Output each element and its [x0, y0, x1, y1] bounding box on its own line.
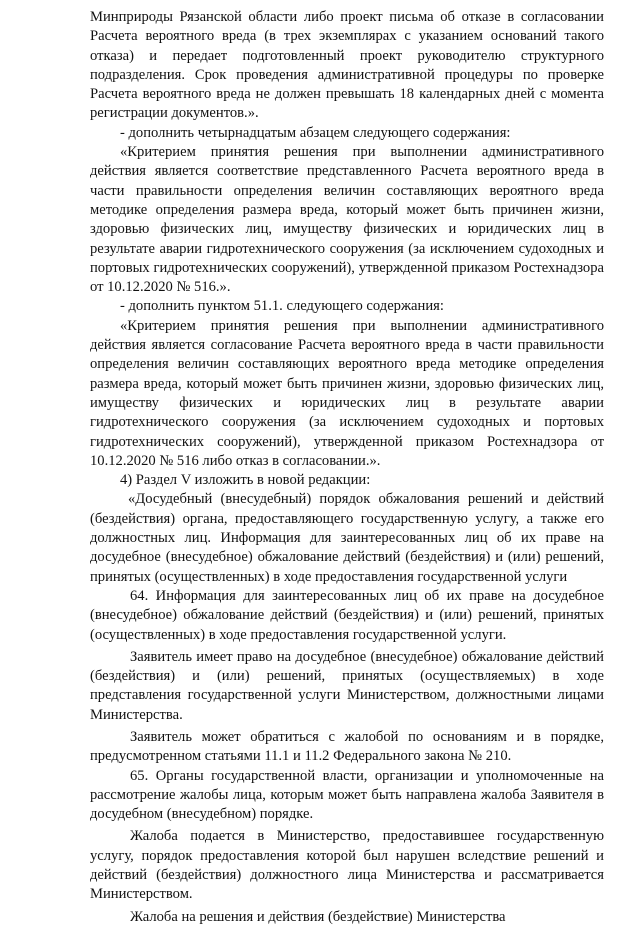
- paragraph-procedure-end: Минприроды Рязанской области либо проект письма об отказе в согласовании Расчета вероятного вреда (в трех экземплярах с указанием оснований такого отказа) и передает подготовленный проект руководителю структурного подразделения. Срок проведения административной процедуры по проверке Расчета вероятного вреда не должен превышать 18 календарных дней с момента регистрации документов.».: [90, 9, 604, 122]
- paragraph-criterion-approval: «Критерием принятия решения при выполнении административного действия является согласование Расчета вероятного вреда в части правильности определения величин составляющих вероятного вреда методике определения размера вреда, который может быть причинен жизни, здоровью физических лиц, имуществу физических и юридических лиц в результате аварии гидротехнического сооружения (за исключением судоходных и портовых гидротехнических сооружений), утвержденной приказом Ростехнадзора от 10.12.2020 № 516 либо отказ в согласовании.».: [90, 317, 604, 469]
- paragraph-applicant-right: Заявитель имеет право на досудебное (внесудебное) обжалование действий (бездействия) и (или) решений, принятых (осуществляемых) в ходе представления государственной услуги Министерством, должностными лицами Министерства.: [90, 648, 604, 723]
- paragraph-section-v-heading: «Досудебный (внесудебный) порядок обжалования решений и действий (бездействия) органа, предоставляющего государственную услугу, а также его должностных лиц. Информация для заинтересованных лиц об их праве на досудебное (внесудебное) обжалование действий (бездействия) и (или) решений, принятых (осуществленных) в ходе предоставления государственной услуги: [90, 491, 604, 585]
- paragraph-applicant-complaint: Заявитель может обратиться с жалобой по основаниям и в порядке, предусмотренном статьями 11.1 и 11.2 Федерального закона № 210.: [90, 728, 604, 765]
- paragraph-item-64: 64. Информация для заинтересованных лиц об их праве на досудебное (внесудебное) обжалование действий (бездействия) и (или) решений, принятых (осуществленных) в ходе предоставления государственной услуги.: [90, 587, 604, 643]
- document-page: [90, 8, 604, 927]
- paragraph-complaint-decisions: Жалоба на решения и действия (бездействие) Министерства: [130, 908, 506, 925]
- paragraph-complaint-filing: Жалоба подается в Министерство, предоставившее государственную услугу, порядок предоставления которой был нарушен вследствие решений и действий (бездействия) должностного лица Министерства и рассматривается Министерством.: [90, 828, 604, 903]
- paragraph-section-v: 4) Раздел V изложить в новой редакции:: [120, 472, 371, 489]
- paragraph-item-65: 65. Органы государственной власти, организации и уполномоченные на рассмотрение жалобы лица, которым может быть направлена жалоба Заявителя в досудебном (внесудебном) порядке.: [90, 767, 604, 823]
- paragraph-amendment-14: - дополнить четырнадцатым абзацем следующего содержания:: [120, 124, 511, 141]
- paragraph-criterion-correspondence: «Критерием принятия решения при выполнении административного действия является соответствие представленного Расчета вероятного вреда в части правильности определения величин составляющих вероятного вреда методике определения размера вреда, который может быть причинен жизни, здоровью физических лиц, имуществу физических и юридических лиц в результате аварии гидротехнического сооружения (за исключением судоходных и портовых гидротехнических сооружений), утвержденной приказом Ростехнадзора от 10.12.2020 № 516.».: [90, 144, 604, 296]
- paragraph-amendment-51-1: - дополнить пунктом 51.1. следующего содержания:: [120, 298, 444, 315]
